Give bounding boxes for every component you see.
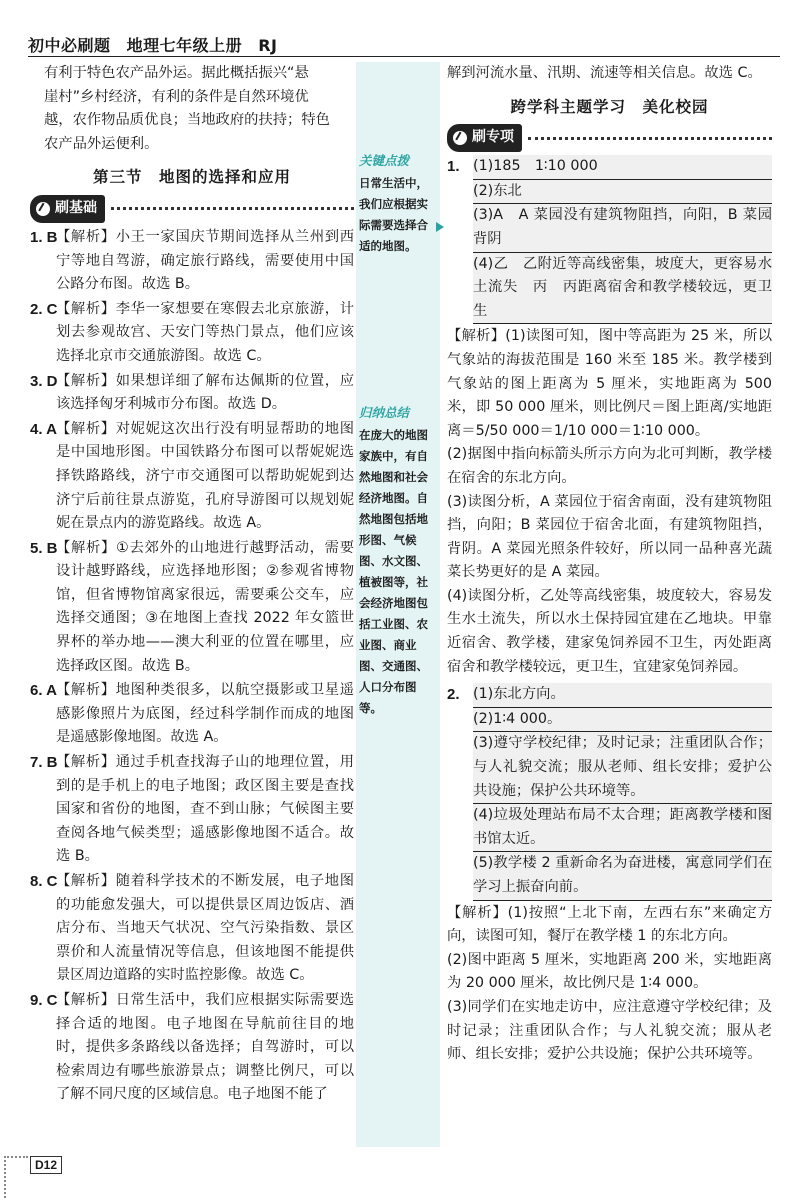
item-number: 4. A bbox=[30, 420, 57, 438]
page-header bbox=[28, 33, 287, 56]
item-number: 2. bbox=[447, 686, 460, 704]
key-tip-box bbox=[356, 150, 440, 257]
header-rule bbox=[28, 56, 780, 57]
item-number: 5. B bbox=[30, 539, 58, 557]
item-text: 【解析】小王一家国庆节期间选择从兰州到西宁等地自驾游，确定旅行路线，需要使用中国公路分布图。故选 B。 bbox=[56, 228, 354, 293]
badge-row bbox=[30, 196, 354, 222]
item-text: 【解析】①去郊外的山地进行越野活动，需要设计越野路线，应选择地形图；②参观省博物馆，但省博物馆离家很远，需要乘公交车，应选择交通图；③在地图上查找 2022 年女篮世界杯的举办地——澳大利亚的位置在哪里，应选择政区图。故选 B。 bbox=[56, 539, 354, 674]
pen-icon bbox=[36, 202, 50, 216]
left-column bbox=[30, 62, 354, 1108]
answer-item bbox=[30, 751, 354, 869]
answer-line: (2)1∶4 000。 bbox=[473, 708, 772, 733]
answer-item bbox=[30, 989, 354, 1107]
item-text: 【解析】随着科学技术的不断发展，电子地图的功能愈发强大，可以提供景区周边饭店、酒店分布、当地天气状况、空气污染指数、景区票价和人流量情况等信息，但该地图不能提供景区周边道路的实时监控影像。故选 C。 bbox=[56, 873, 354, 984]
answer-line: (4)乙 乙附近等高线密集，坡度大，更容易水土流失 丙 丙距离宿舍和教学楼较远，更卫生 bbox=[473, 253, 772, 325]
answer-item bbox=[30, 537, 354, 679]
analysis-para: (2)据图中指向标箭头所示方向为北可判断，教学楼在宿舍的东北方向。 bbox=[447, 446, 772, 486]
item-number: 7. B bbox=[30, 754, 58, 772]
intro-line: 越，农作物品质优良；当地政府的扶持；特色 bbox=[44, 112, 330, 129]
item-text: 【解析】如果想详细了解布达佩斯的位置，应该选择匈牙利城市分布图。故选 D。 bbox=[56, 372, 354, 413]
subject-name: 地理七年级上册 bbox=[126, 36, 243, 55]
page-number: D12 bbox=[30, 1156, 62, 1174]
analysis-para: (4)读图分析，乙处等高线密集，坡度较大，容易发生水土流失，所以水土保持园宜建在乙地块。甲靠近宿舍、教学楼，建家兔饲养园不卫生，丙处距离宿舍和教学楼较远，更卫生，宜建家兔饲养园。 bbox=[447, 587, 772, 675]
question-2 bbox=[447, 683, 772, 900]
item-text: 【解析】日常生活中，我们应根据实际需要选择合适的地图。电子地图在导航前往目的地时，提供多条路线以备选择；自驾游时，可以检索周边有哪些旅游景点；调整比例尺，可以了解不同尺度的区域信息。电子地图不能了 bbox=[56, 991, 354, 1103]
summary-box bbox=[356, 402, 440, 719]
answer-item bbox=[30, 370, 354, 417]
answer-line: (3)遵守学校纪律；及时记录；注重团队合作；与人礼貌交流；服从老师、组长安排；爱护公共设施；保护公共环境等。 bbox=[473, 732, 772, 804]
badge-row bbox=[447, 125, 772, 151]
dotted-divider bbox=[528, 137, 772, 140]
answer-line: (4)垃圾处理站布局不太合理；距离教学楼和图书馆太近。 bbox=[473, 804, 772, 852]
question-1 bbox=[447, 155, 772, 324]
item-text: 【解析】对妮妮这次出行没有明显帮助的地图是中国地形图。中国铁路分布图可以帮妮妮选择铁路路线，济宁市交通图可以帮助妮妮到达济宁后前往景点游览，孔府导游图可以规划妮妮在景点内的游览路线。故选 A。 bbox=[56, 420, 354, 532]
summary-title: 归纳总结 bbox=[359, 405, 410, 420]
dotted-divider bbox=[111, 207, 354, 210]
q2-analysis bbox=[447, 902, 772, 1067]
intro-line: 农产品外运便利。 bbox=[44, 135, 159, 152]
answer-item bbox=[30, 418, 354, 536]
analysis-para: (2)图中距离 5 厘米，实地距离 200 米，实地距离为 20 000 厘米，故比例尺是 1∶4 000。 bbox=[447, 951, 772, 992]
badge-label: 刷基础 bbox=[55, 200, 97, 217]
item-number: 1. B bbox=[30, 228, 58, 246]
item-number: 8. C bbox=[30, 873, 58, 890]
intro-line: 崖村”乡村经济，有利的条件是自然环境优 bbox=[44, 88, 309, 105]
answer-item bbox=[30, 226, 354, 297]
key-tip-text: 日常生活中，我们应根据实际需要选择合适的地图。 bbox=[359, 176, 428, 253]
edition: RJ bbox=[258, 36, 278, 55]
summary-text: 在庞大的地图家族中，有自然地图和社会经济地图。自然地图包括地形图、气候图、水文图、植被图等，社会经济地图包括工业图、农业图、商业图、交通图、人口分布图等。 bbox=[359, 428, 428, 715]
badge-label: 刷专项 bbox=[472, 129, 514, 146]
item-text: 【解析】李华一家想要在寒假去北京旅游，计划去参观故宫、天安门等热门景点，他们应该选择北京市交通旅游图。故选 C。 bbox=[56, 300, 354, 364]
answer-item bbox=[30, 870, 354, 988]
intro-line: 有利于特色农产品外运。据此概括振兴“悬 bbox=[44, 65, 309, 81]
item-number: 3. D bbox=[30, 372, 58, 390]
analysis-para: (3)同学们在实地走访中，应注意遵守学校纪律；及时记录；注重团队合作；与人礼貌交流；服从老师、组长安排；爱护公共设施；保护公共环境等。 bbox=[447, 998, 772, 1063]
analysis-para: 【解析】(1)读图可知，图中等高距为 25 米，所以气象站的海拔范围是 160 米至 185 米。教学楼到气象站的图上距离为 5 厘米，实地距离为 500 米，即 50 000 厘米，则比例尺＝图上距离/实地距离＝5/50 000＝1/10 000＝1∶10 000。 bbox=[447, 328, 772, 439]
left-intro bbox=[30, 62, 354, 156]
answer-line: (5)教学楼 2 重新命名为奋进楼，寓意同学们在学习上振奋向前。 bbox=[473, 852, 772, 900]
q1-analysis bbox=[447, 325, 772, 679]
basic-badge bbox=[30, 195, 105, 223]
answer-item bbox=[30, 679, 354, 750]
answer-line: (2)东北 bbox=[473, 180, 772, 205]
side-notes bbox=[356, 62, 440, 1147]
key-tip-title: 关键点拨 bbox=[359, 153, 410, 168]
special-badge bbox=[447, 124, 522, 152]
answer-item bbox=[30, 298, 354, 369]
analysis-para: 【解析】(1)按照“上北下南，左西右东”来确定方向，读图可知，餐厅在教学楼 1 的东北方向。 bbox=[447, 904, 772, 945]
answer-line: (1)185 1∶10 000 bbox=[473, 155, 772, 180]
answer-list bbox=[30, 226, 354, 1107]
answer-line: (1)东北方向。 bbox=[473, 683, 772, 708]
pen-icon bbox=[453, 131, 467, 145]
right-intro: 解到河流水量、汛期、流速等相关信息。故选 C。 bbox=[447, 65, 762, 81]
right-column bbox=[447, 62, 772, 1067]
item-number: 9. C bbox=[30, 991, 58, 1009]
item-text: 【解析】地图种类很多，以航空摄影或卫星遥感影像照片为底图，经过科学制作而成的地图是遥感影像地图。故选 A。 bbox=[56, 682, 354, 746]
answer-line: (3)A A 菜园没有建筑物阻挡，向阳，B 菜园背阴 bbox=[473, 204, 772, 252]
item-number: 6. A bbox=[30, 682, 57, 700]
item-number: 1. bbox=[447, 158, 460, 176]
section-title: 第三节 地图的选择和应用 bbox=[92, 168, 291, 187]
item-number: 2. C bbox=[30, 300, 58, 318]
analysis-para: (3)读图分析，A 菜园位于宿舍南面，没有建筑物阻挡，向阳；B 菜园位于宿舍北面，有建筑物阻挡，背阴。A 菜园光照条件较好，所以同一品种喜光蔬菜长势更好的是 A 菜园。 bbox=[447, 493, 772, 581]
section-title: 跨学科主题学习 美化校园 bbox=[510, 97, 709, 116]
item-text: 【解析】通过手机查找海子山的地理位置，用到的是手机上的电子地图；政区图主要是查找国家和省份的地图，查不到山脉；气候图主要查阅各地气候类型；遥感影像地图不适合。故选 B。 bbox=[56, 754, 354, 865]
series-name: 初中必刷题 bbox=[28, 36, 111, 55]
corner-decoration bbox=[4, 1156, 28, 1198]
arrow-icon bbox=[436, 222, 444, 232]
